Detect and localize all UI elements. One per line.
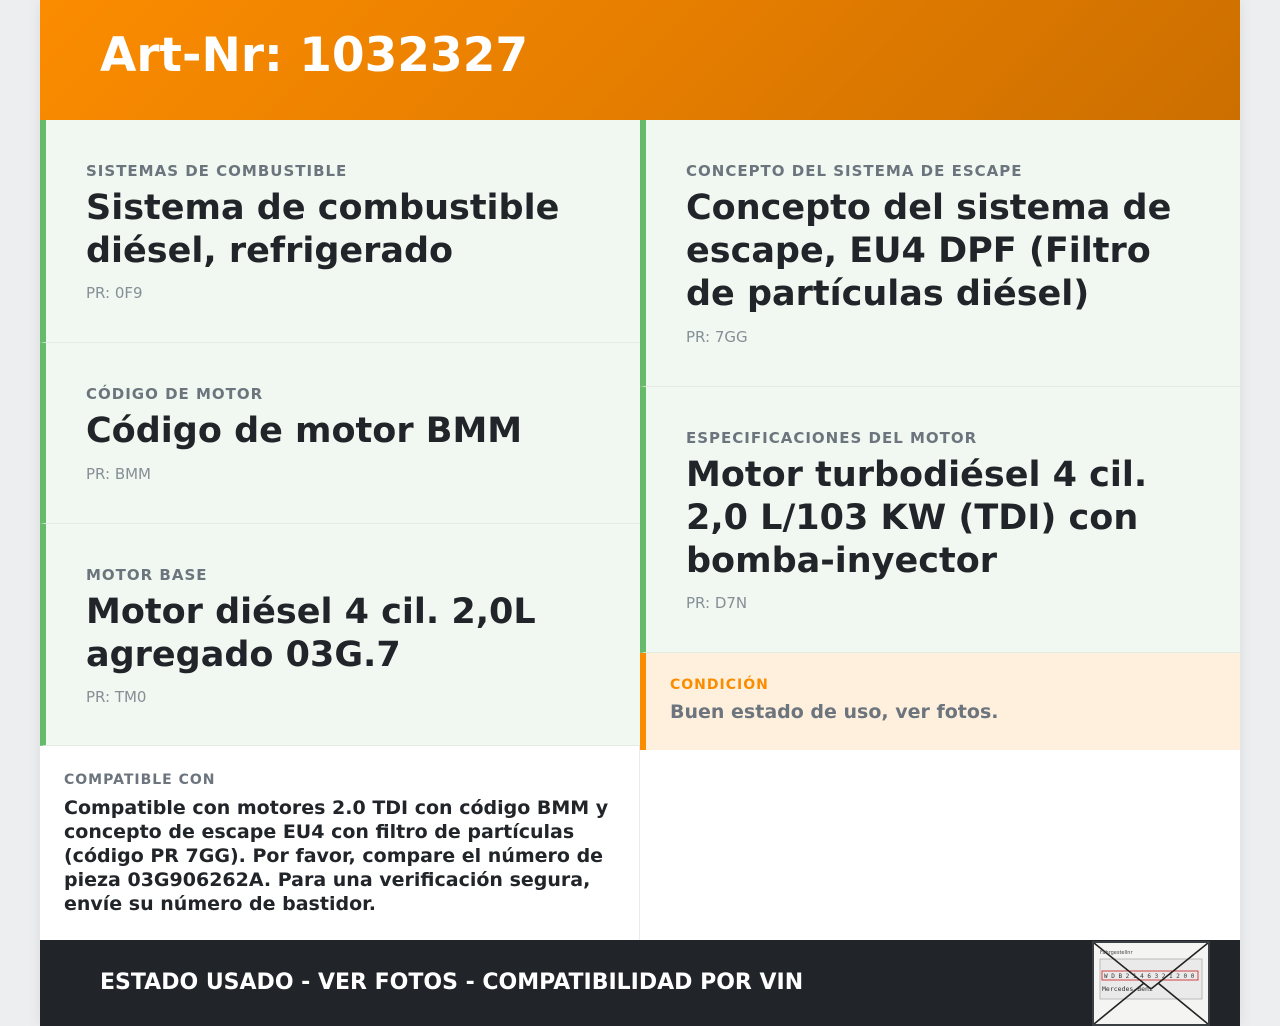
- spec-exhaust-system: [640, 120, 1240, 387]
- vin-label-photo: [1094, 943, 1208, 1024]
- spec-label: ESPECIFICACIONES DEL MOTOR: [686, 429, 978, 447]
- spec-engine-code: [40, 343, 640, 524]
- compatibility-text: Compatible con motores 2.0 TDI con código BMM y concepto de escape EU4 con filtro de partículas (código PR 7GG). Por favor, compare el número de pieza 03G906262A. Para una verificación segura, envíe su número de bastidor.: [64, 797, 609, 915]
- spec-pr-code: PR: TM0: [86, 688, 147, 706]
- spec-pr-code: PR: D7N: [686, 594, 748, 612]
- condition-label: CONDICIÓN: [670, 677, 769, 693]
- spec-label: SISTEMAS DE COMBUSTIBLE: [86, 162, 348, 180]
- spec-title: Código de motor BMM: [86, 411, 523, 451]
- spec-engine-specifications: [640, 387, 1240, 653]
- footer-text: ESTADO USADO - VER FOTOS - COMPATIBILIDAD POR VIN: [100, 970, 804, 995]
- thumb-text-1: Fahrgestellnr: [1100, 950, 1133, 956]
- condition-box: [640, 653, 1240, 750]
- spec-pr-code: PR: 7GG: [686, 328, 748, 346]
- footer-bar: [40, 940, 1240, 1026]
- spec-label: CÓDIGO DE MOTOR: [86, 385, 264, 403]
- product-photo-thumbnail[interactable]: [1092, 941, 1210, 1026]
- article-number-title: Art-Nr: 1032327: [100, 28, 529, 83]
- spec-pr-code: PR: 0F9: [86, 284, 143, 302]
- compatibility-label: COMPATIBLE CON: [64, 772, 216, 788]
- thumb-text-2: W D B 2 1 4 6 3 2 1 2 0 0: [1104, 973, 1195, 980]
- header-banner: [40, 0, 1240, 120]
- spec-base-engine: [40, 524, 640, 746]
- condition-text: Buen estado de uso, ver fotos.: [670, 701, 999, 723]
- spec-pr-code: PR: BMM: [86, 465, 152, 483]
- spec-fuel-system: [40, 120, 640, 343]
- product-card: [40, 0, 1240, 1026]
- compatibility-box: [40, 746, 640, 940]
- spec-label: CONCEPTO DEL SISTEMA DE ESCAPE: [686, 162, 1023, 180]
- thumb-text-3: Mercedes-Benz: [1102, 985, 1153, 993]
- spec-title: Sistema de combustible diésel, refrigerado: [86, 188, 560, 271]
- spec-title: Concepto del sistema de escape, EU4 DPF (Filtro de partículas diésel): [686, 188, 1172, 314]
- spec-title: Motor turbodiésel 4 cil. 2,0 L/103 KW (TDI) con bomba-inyector: [686, 455, 1148, 581]
- spec-title: Motor diésel 4 cil. 2,0L agregado 03G.7: [86, 592, 536, 675]
- spec-label: MOTOR BASE: [86, 566, 208, 584]
